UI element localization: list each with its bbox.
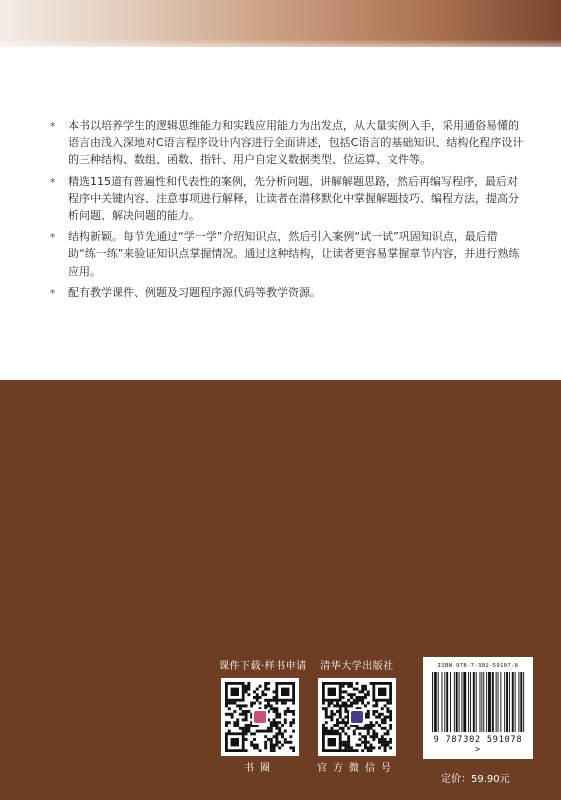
barcode-bars — [430, 672, 526, 734]
qr-label-bottom: 官方微信号 — [317, 763, 397, 774]
qr-code-image — [322, 682, 392, 752]
bullet-mark: * — [50, 231, 56, 245]
blurb-item — [50, 284, 524, 301]
barcode-digits: 9 787302 591078 > — [433, 735, 523, 755]
isbn-barcode — [423, 657, 533, 759]
qr-code-icon[interactable] — [318, 678, 396, 756]
blurb-item-text: 精选115道有普遍性和代表性的案例，先分析问题、讲解解题思路，然后再编写程序，最后对程序中关键内容、注意事项进行解释，让读者在潜移默化中掌握解题技巧、编程方法，提高分析问题、解决问题的能力。 — [68, 174, 519, 223]
blurb-item-text: 结构新颖。每节先通过“学一学”介绍知识点，然后引入案例“试一试”巩固知识点，最后借助“练一练”来验证知识点掌握情况。通过这种结构，让读者更容易掌握章节内容，并进行熟练应用。 — [68, 230, 520, 278]
book-blurb — [50, 117, 524, 305]
price-label: 定价：59.90元 — [441, 774, 510, 785]
blurb-item — [50, 228, 524, 280]
qr-code-icon[interactable] — [221, 678, 299, 756]
qr-label-top: 清华大学出版社 — [320, 661, 394, 672]
blurb-item-text: 配有教学课件、例题及习题程序源代码等教学资源。 — [68, 285, 321, 299]
top-gradient-band — [0, 0, 561, 47]
blurb-item-text: 本书以培养学生的逻辑思维能力和实践应用能力为出发点，从大量实例入手，采用通俗易懂的语言由浅入深地对C语言程序设计内容进行全面讲述，包括C语言的基础知识、结构化程序设计的三种结构、数组、函数、指针、用户自定义数据类型、位运算、文件等。 — [68, 119, 524, 167]
qr-label-bottom: 书圈 — [244, 763, 276, 774]
qr-code-image — [225, 682, 295, 752]
qr-label-top: 课件下载·样书申请 — [219, 661, 307, 672]
blurb-item — [50, 117, 524, 169]
bullet-mark: * — [50, 120, 56, 133]
qr-block-courseware — [219, 660, 307, 775]
bullet-mark: * — [50, 175, 56, 189]
blurb-item — [50, 173, 524, 225]
isbn-number: ISBN 978-7-302-59107-8 — [437, 663, 519, 669]
bullet-mark: * — [50, 286, 56, 300]
qr-block-publisher — [316, 660, 398, 775]
